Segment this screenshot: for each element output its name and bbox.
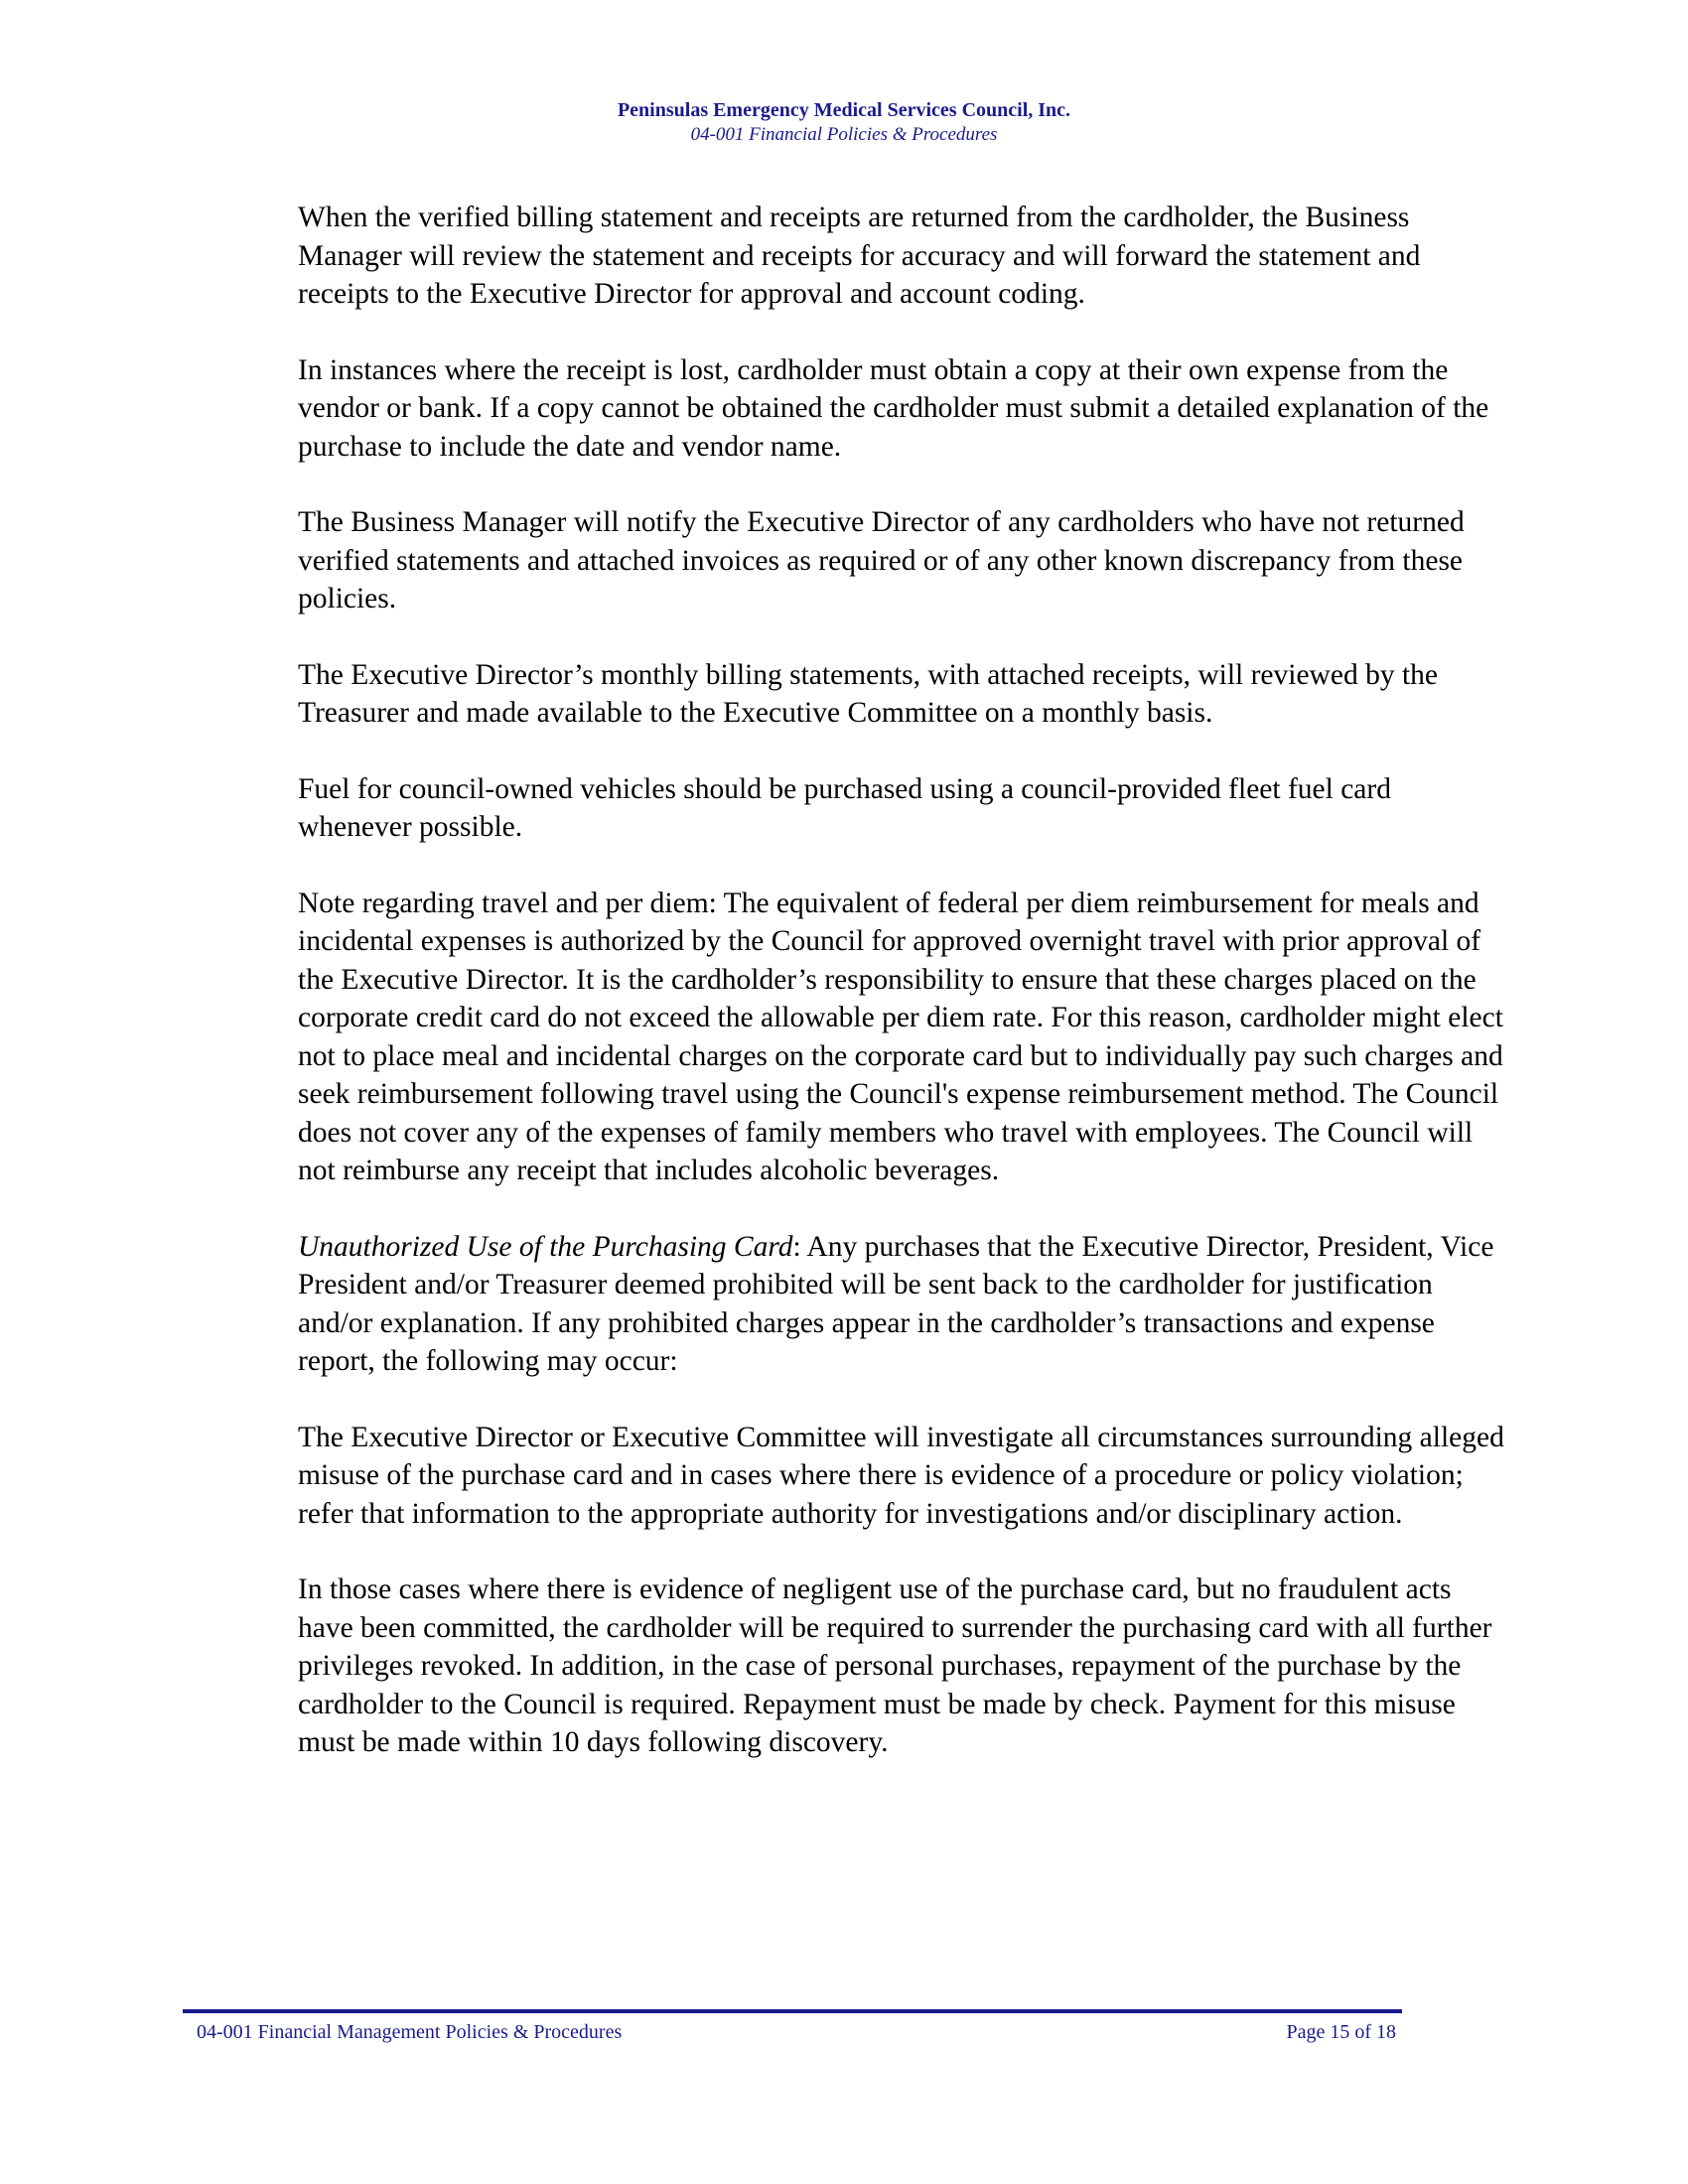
footer-divider <box>183 2009 1402 2013</box>
paragraph-fuel: Fuel for council-owned vehicles should be purchased using a council-provided fleet fuel card whenever possible. <box>298 772 1391 843</box>
paragraph-verified-statement: When the verified billing statement and receipts are returned from the cardholder, the Business Manager will review the statement and receipts for accuracy and will forward the statement and receipts to the Executive Director for approval and account coding. <box>298 202 1421 310</box>
organization-name: Peninsulas Emergency Medical Services Council, Inc. <box>617 99 1071 121</box>
paragraph-unauthorized-use <box>298 1228 1509 1381</box>
footer-document-title: 04-001 Financial Management Policies & Procedures <box>197 2021 623 2043</box>
paragraph-director-statements: The Executive Director’s monthly billing statements, with attached receipts, will reviewed by the Treasurer and made available to the Executive Committee on a monthly basis. <box>298 658 1438 729</box>
paragraph-negligent-use: In those cases where there is evidence of negligent use of the purchase card, but no fraudulent acts have been committed, the cardholder will be required to surrender the purchasing card with all further privileges revoked. In addition, in the case of personal purchases, repayment of the purchase by the cardholder to the Council is required. Repayment must be made by check. Payment for this misuse must be made within 10 days following discovery. <box>298 1573 1492 1758</box>
paragraph-travel-per-diem: Note regarding travel and per diem: The equivalent of federal per diem reimbursement for meals and incidental expenses is authorized by the Council for approved overnight travel with prior approval of the Executive Director. It is the cardholder’s responsibility to ensure that these charges placed on the corporate credit card do not exceed the allowable per diem rate. For this reason, cardholder might elect not to place meal and incidental charges on the corporate card but to individually pay such charges and seek reimbursement following travel using the Council's expense reimbursement method. The Council does not cover any of the expenses of family members who travel with employees. The Council will not reimburse any receipt that includes alcoholic beverages. <box>298 887 1503 1186</box>
paragraph-investigation: The Executive Director or Executive Committee will investigate all circumstances surrounding alleged misuse of the purchase card and in cases where there is evidence of a procedure or policy violation; refer that information to the appropriate authority for investigations and/or disciplinary action. <box>298 1421 1504 1530</box>
paragraph-lost-receipt: In instances where the receipt is lost, cardholder must obtain a copy at their own expense from the vendor or bank. If a copy cannot be obtained the cardholder must submit a detailed explanation of the purchase to include the date and vendor name. <box>298 353 1489 463</box>
page-header <box>0 97 1688 147</box>
unauthorized-use-text: : Any purchases that the Executive Director, President, Vice President and/or Treasurer deemed prohibited will be sent back to the cardholder for justification and/or explanation. If any prohibited charges appear in the cardholder’s transactions and expense report, the following may occur: <box>298 1230 1494 1377</box>
document-title: 04-001 Financial Policies & Procedures <box>690 124 998 145</box>
unauthorized-use-heading: Unauthorized Use of the Purchasing Card <box>298 1230 793 1263</box>
document-body <box>298 199 1509 1800</box>
footer-page-number: Page 15 of 18 <box>1286 2021 1396 2043</box>
paragraph-notify-director: The Business Manager will notify the Executive Director of any cardholders who have not returned verified statements and attached invoices as required or of any other known discrepancy from these policies. <box>298 506 1465 614</box>
